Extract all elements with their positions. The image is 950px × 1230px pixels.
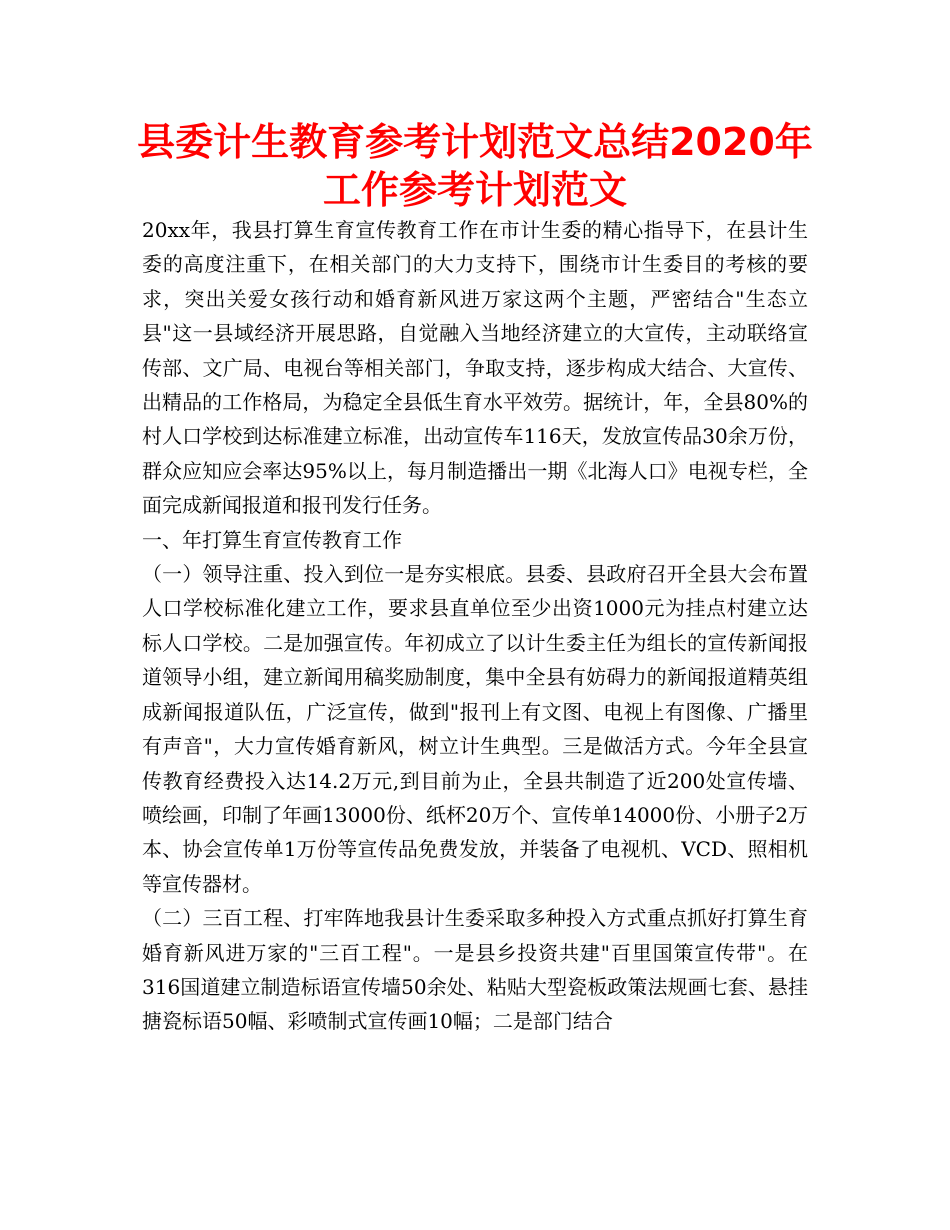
document-body xyxy=(142,213,808,1039)
paragraph-intro: 20xx年，我县打算生育宣传教育工作在市计生委的精心指导下，在县计生委的高度注重下，在相关部门的大力支持下，围绕市计生委目的考核的要求，突出关爱女孩行动和婚育新风进万家这两个主题，严密结合"生态立县"这一县域经济开展思路，自觉融入当地经济建立的大宣传，主动联络宣传部、文广局、电视台等相关部门，争取支持，逐步构成大结合、大宣传、出精品的工作格局，为稳定全县低生育水平效劳。据统计，年，全县80%的村人口学校到达标准建立标准，出动宣传车116天，发放宣传品30余万份，群众应知应会率达95%以上，每月制造播出一期《北海人口》电视专栏，全面完成新闻报道和报刊发行任务。 xyxy=(142,218,808,518)
paragraph-leadership: （一）领导注重、投入到位一是夯实根底。县委、县政府召开全县大会布置人口学校标准化建立工作，要求县直单位至少出资1000元为挂点村建立达标人口学校。二是加强宣传。年初成立了以计生委主任为组长的宣传新闻报道领导小组，建立新闻用稿奖励制度，集中全县有妨碍力的新闻报道精英组成新闻报道队伍，广泛宣传，做到"报刊上有文图、电视上有图像、广播里有声音"，大力宣传婚育新风，树立计生典型。三是做活方式。今年全县宣传教育经费投入达14.2万元,到目前为止，全县共制造了近200处宣传墙、喷绘画，印制了年画13000份、纸杯20万个、宣传单14000份、小册子2万本、协会宣传单1万份等宣传品免费发放，并装备了电视机、VCD、照相机等宣传器材。 xyxy=(142,562,808,896)
document-title: 县委计生教育参考计划范文总结2020年工作参考计划范文 xyxy=(137,120,813,212)
section-heading-1: 一、年打算生育宣传教育工作 xyxy=(142,527,402,552)
paragraph-three-hundred-project: （二）三百工程、打牢阵地我县计生委采取多种投入方式重点抓好打算生育婚育新风进万家的"三百工程"。一是县乡投资共建"百里国策宣传带"。在316国道建立制造标语宣传墙50余处、粘贴大型瓷板政策法规画七套、悬挂搪瓷标语50幅、彩喷制式宣传画10幅；二是部门结合 xyxy=(142,906,808,1034)
